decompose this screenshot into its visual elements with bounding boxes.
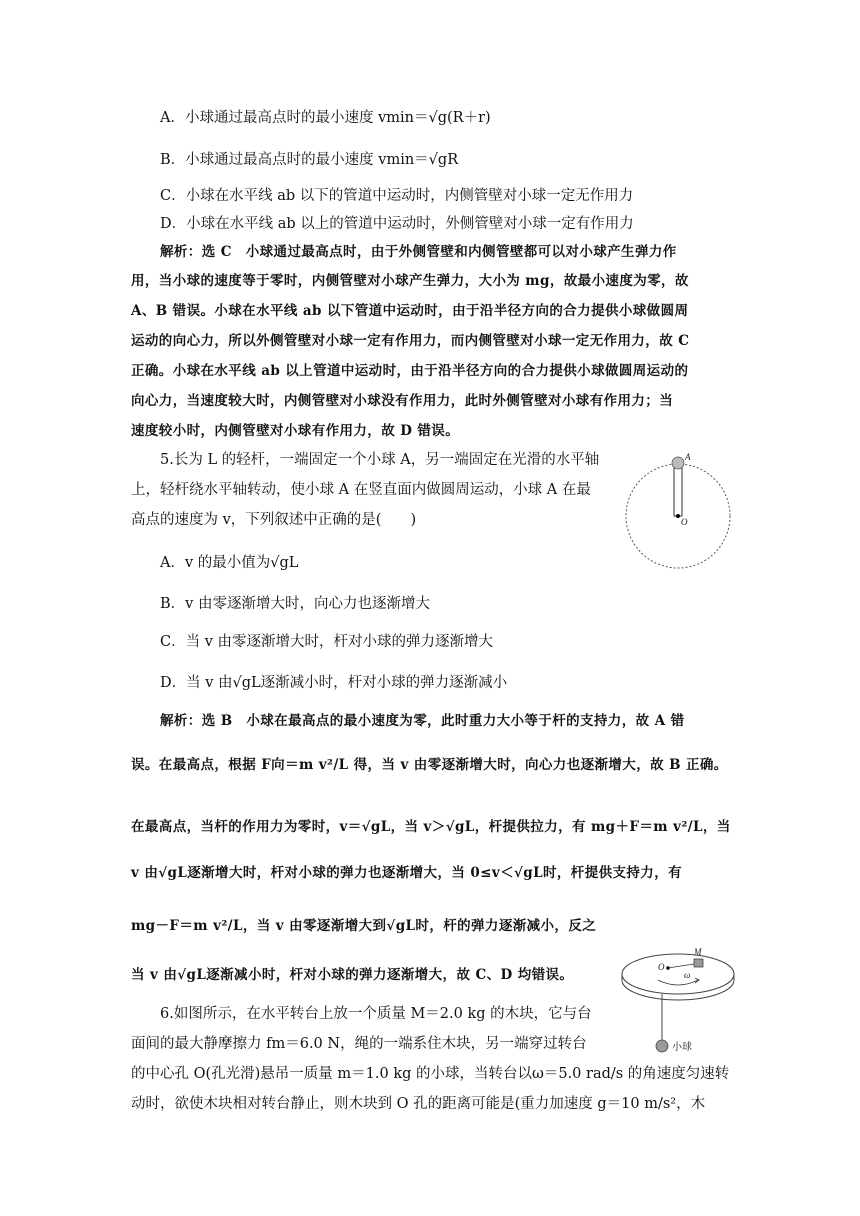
turntable-top: [622, 954, 734, 994]
q5-figure: [622, 452, 746, 570]
q4-analysis-line: 用，当小球的速度等于零时，内侧管壁对小球产生弹力，大小为 mg，故最小速度为零，故: [131, 273, 689, 289]
label-m: M: [694, 947, 702, 957]
q5-analysis-line: mg－F＝m v²/L，当 v 由零逐渐增大到√gL时，杆的弹力逐渐减小，反之: [131, 918, 597, 934]
label-o: O: [658, 962, 665, 972]
q5-stem-line: 高点的速度为 v，下列叙述中正确的是( ): [131, 512, 417, 528]
ball-a: [672, 457, 684, 469]
q5-option-d: D．当 v 由√gL逐渐减小时，杆对小球的弹力逐渐减小: [160, 675, 508, 691]
q4-analysis-line: 解析：选 C 小球通过最高点时，由于外侧管壁和内侧管壁都可以对小球产生弹力作: [160, 244, 677, 260]
q4-option-c: C．小球在水平线 ab 以下的管道中运动时，内侧管壁对小球一定无作用力: [160, 188, 634, 204]
hanging-ball: [656, 1040, 668, 1052]
label-a: A: [685, 452, 691, 462]
pivot-o: [676, 514, 680, 518]
q4-analysis-line: 正确。小球在水平线 ab 以上管道中运动时，由于沿半径方向的合力提供小球做圆周运动的: [131, 363, 689, 379]
label-ball: 小球: [672, 1042, 692, 1053]
q4-analysis-line: 速度较小时，内侧管壁对小球有作用力，故 D 错误。: [131, 423, 460, 439]
q6-stem-line: 面间的最大静摩擦力 fm＝6.0 N，绳的一端系住木块，另一端穿过转台: [131, 1036, 587, 1052]
q5-analysis-line: 解析：选 B 小球在最高点的最小速度为零，此时重力大小等于杆的支持力，故 A 错: [160, 713, 685, 729]
q4-option-b: B．小球通过最高点时的最小速度 vmin＝√gR: [160, 152, 459, 168]
q5-stem-line: 5.长为 L 的轻杆，一端固定一个小球 A，另一端固定在光滑的水平轴: [160, 452, 600, 468]
label-o: O: [681, 517, 688, 527]
label-omega: ω: [684, 970, 691, 980]
q6-stem-line: 动时，欲使木块相对转台静止，则木块到 O 孔的距离可能是(重力加速度 g＝10 m/s²，木: [131, 1096, 706, 1112]
q5-option-a: A．v 的最小值为√gL: [160, 555, 299, 571]
q4-option-a: A．小球通过最高点时的最小速度 vmin＝√g(R＋r): [160, 110, 491, 126]
q5-analysis-line: 当 v 由√gL逐渐减小时，杆对小球的弹力逐渐增大，故 C、D 均错误。: [131, 967, 574, 983]
q4-analysis-line: 运动的向心力，所以外侧管壁对小球一定有作用力，而内侧管壁对小球一定无作用力，故 C: [131, 333, 690, 349]
light-rod: [674, 466, 682, 516]
q5-stem-line: 上，轻杆绕水平轴转动，使小球 A 在竖直面内做圆周运动，小球 A 在最: [131, 482, 591, 498]
q5-analysis-line: 在最高点，当杆的作用力为零时，v＝√gL，当 v＞√gL，杆提供拉力，有 mg＋F＝m v²/L，当: [131, 819, 731, 835]
wood-block-m: [694, 959, 703, 967]
q6-stem-line: 6.如图所示，在水平转台上放一个质量 M＝2.0 kg 的木块，它与台: [160, 1006, 592, 1022]
q4-analysis-line: 向心力，当速度较大时，内侧管壁对小球没有作用力，此时外侧管壁对小球有作用力；当: [131, 393, 674, 409]
q4-option-d: D．小球在水平线 ab 以上的管道中运动时，外侧管壁对小球一定有作用力: [160, 216, 634, 232]
q4-analysis-line: A、B 错误。小球在水平线 ab 以下管道中运动时，由于沿半径方向的合力提供小球做圆周: [131, 303, 689, 319]
q5-analysis-line: v 由√gL逐渐增大时，杆对小球的弹力也逐渐增大，当 0≤v＜√gL时，杆提供支持力，有: [131, 865, 683, 881]
q6-figure: [618, 938, 740, 1058]
q5-option-c: C．当 v 由零逐渐增大时，杆对小球的弹力逐渐增大: [160, 634, 494, 650]
q5-option-b: B．v 由零逐渐增大时，向心力也逐渐增大: [160, 596, 430, 612]
q6-stem-line: 的中心孔 O(孔光滑)悬吊一质量 m＝1.0 kg 的小球，当转台以ω＝5.0 rad/s 的角速度匀速转: [131, 1066, 730, 1082]
q5-analysis-line: 误。在最高点，根据 F向＝m v²/L 得，当 v 由零逐渐增大时，向心力也逐渐增大，故 B 正确。: [131, 757, 728, 773]
